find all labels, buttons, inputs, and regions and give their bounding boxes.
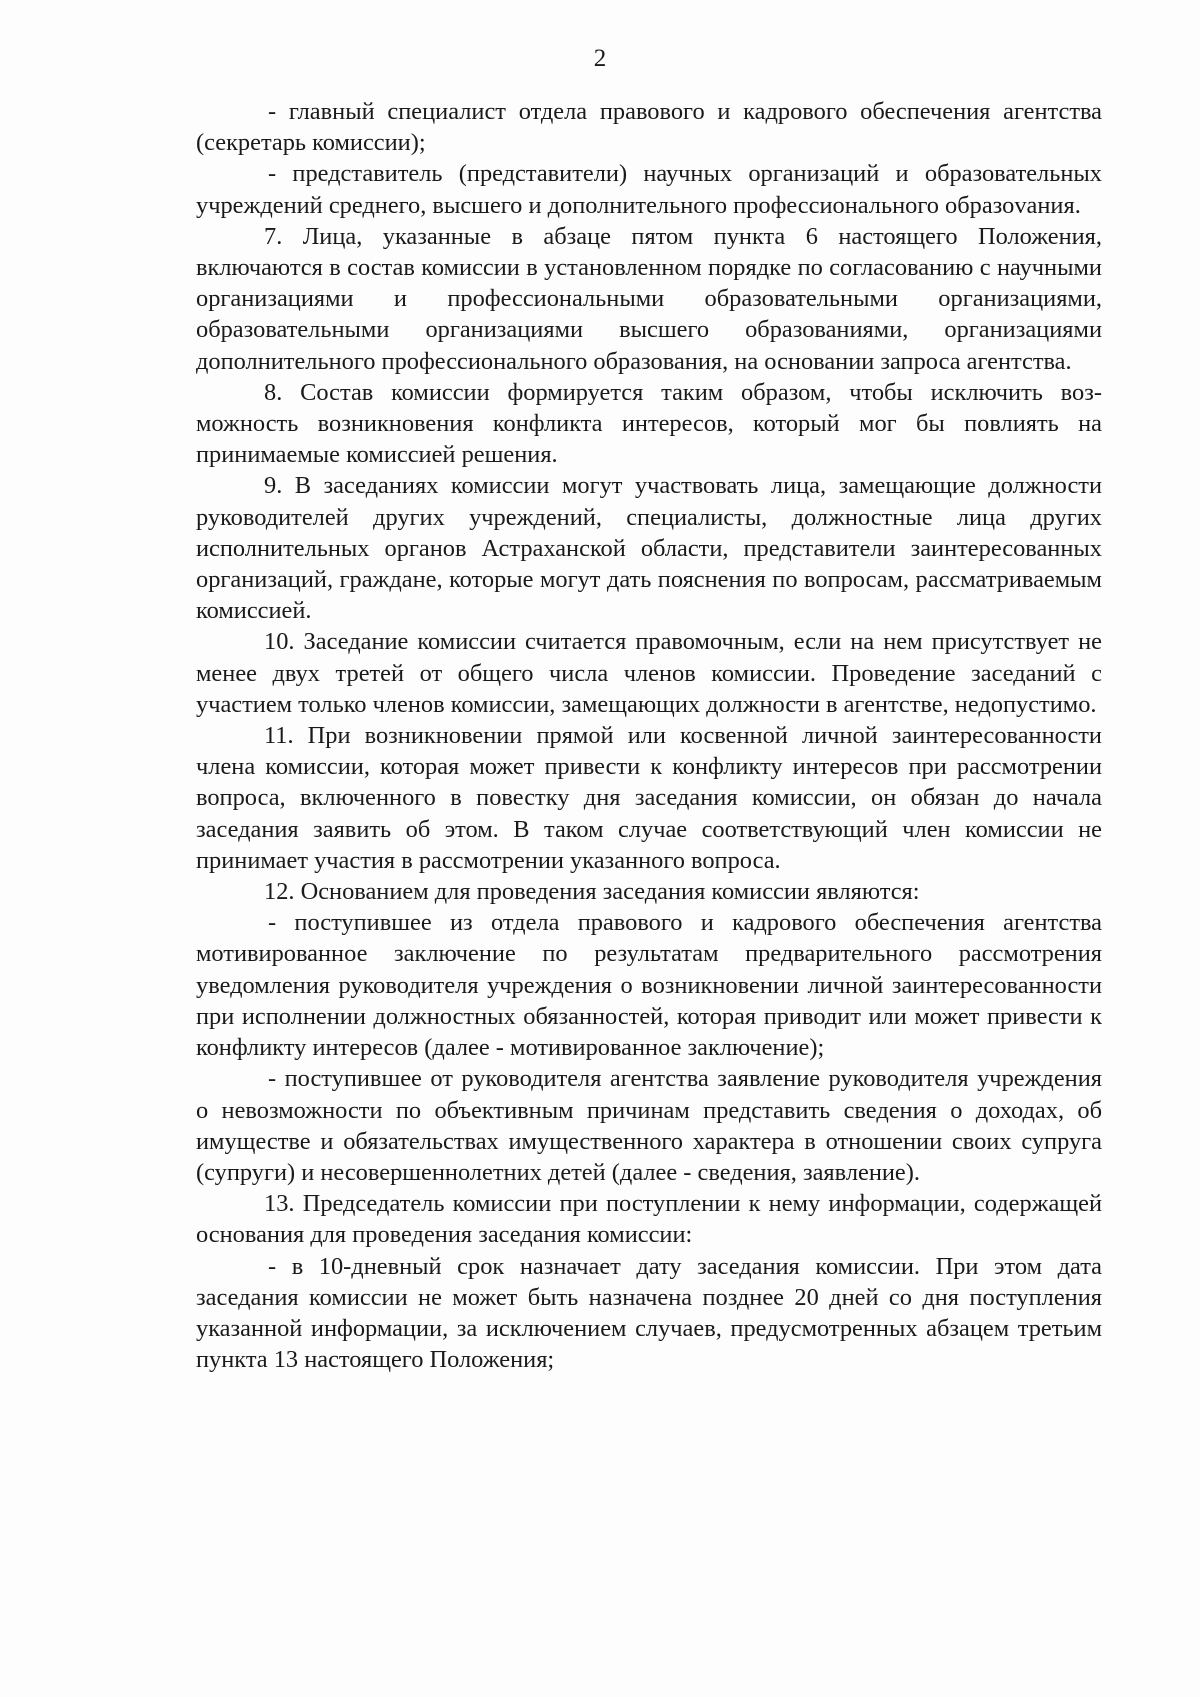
paragraph-clause-7: 7. Лица, указанные в абзаце пятом пункта 6 настоящего Положения, включаются в состав комиссии в установленном порядке по согласованию с научными организациями и профессиональными образовательными организациями, образовательными организациями высшего образованиями, организациями дополнительного профессионального образования, на основании запроса агентства. [196,222,1102,375]
paragraph-clause-10: 10. Заседание комиссии считается правомочным, если на нем присутствует не менее двух третей от общего числа членов комиссии. Проведение заседаний с участием только членов комиссии, замещающих должности в агентстве, недопустимо. [196,628,1102,718]
paragraph-clause-13: 13. Председатель комиссии при поступлении к нему информации, содержащей основания для проведения заседания комиссии: [196,1190,1102,1249]
paragraph-clause-8: 8. Состав комиссии формируется таким образом, чтобы исключить возможность возникновения конфликта интересов, который мог бы повлиять на принимаемые комиссией решения. [196,378,1102,469]
paragraph-clause-13-item-1: - в 10-дневный срок назначает дату заседания комиссии. При этом дата заседания комиссии не может быть назначена позднее 20 дней со дня поступления указанной информации, за исключением случаев, предусмотренных абзацем третьим пункта 13 настоящего Положения; [196,1252,1102,1374]
paragraph-secretary: - главный специалист отдела правового и кадрового обеспечения агентства (секретарь комиссии); [196,98,1102,157]
paragraph-clause-11: 11. При возникновении прямой или косвенной личной заинтересованности члена комиссии, которая может привести к конфликту интересов при рассмотрении вопроса, включенного в повестку дня заседания комиссии, он обязан до начала заседания заявить об этом. В таком случае соответствующий член комиссии не принимает участия в рассмотрении указанного вопроса. [196,722,1102,874]
paragraph-clause-9: 9. В заседаниях комиссии могут участвовать лица, замещающие должности руководителей других учреждений, специалисты, должностные лица других исполнительных органов Астраханской области, представители заинтересованных организаций, граждане, которые могут дать пояснения по вопросам, рассматриваемым комиссией. [196,472,1102,625]
document-body [196,96,1102,1375]
paragraph-clause-12-item-1: - поступившее из отдела правового и кадрового обеспечения агентства мотивированное заключение по результатам предварительного рассмотрения уведомления руководителя учреждения о возникновении личной заинтересованности при исполнении должностных обязанностей, которая приводит или может привести к конфликту интересов (далее - мотивированное заключение); [196,909,1102,1062]
page-number: 2 [593,45,607,72]
paragraph-clause-12: 12. Основанием для проведения заседания комиссии являются: [264,878,920,906]
paragraph-representatives: - представитель (представители) научных организаций и образовательных учреждений среднего, высшего и дополнительного профессионального образоvания. [196,160,1102,219]
paragraph-clause-12-item-2: - поступившее от руководителя агентства заявление руководителя учреждения о невозможности по объективным причинам представить сведения о доходах, об имуществе и обязательствах имущественного характера в отношении своих супруга (супруги) и несовершеннолетних детей (далее - сведения, заявление). [196,1065,1102,1186]
